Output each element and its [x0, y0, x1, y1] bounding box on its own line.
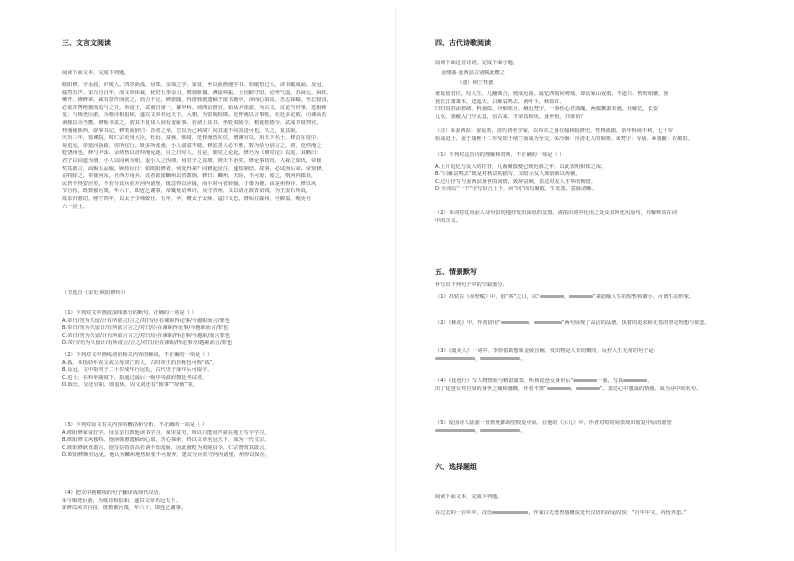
question-1-option-b[interactable]: B.帝曰/勿为久留计/有所欲言言之/对曰/臣在谏职得论事/今越职而言/罪也: [62, 325, 229, 332]
question-6-stem: （2）本词对仗用前人诗句恰切地抒发出深厚的友情。请指出词中化用之处及其所化用原句，并解释其在词: [435, 210, 677, 216]
dictation-5: （5）爱国诗人陆游一直到死都渴望收复中原，在他的《示儿》中，作者对短时间表现出收复中原的愿望 ， 。: [435, 420, 672, 434]
passage-line: 君子以同道为朋，小人以同利为朋。退小人之伪朋，用君子之真朋，则天下治矣。修论事切直，人视之如仇，帝独: [62, 157, 322, 164]
poem-line: 儿女。裘敝入门空太息，信古来、才命真相负。身世恨，共谁语？: [435, 113, 586, 120]
question-6-stem-cont: 中的含义。: [435, 217, 461, 224]
question-4: [62, 490, 387, 513]
blank-input[interactable]: [480, 357, 520, 360]
question-4-item-1: ①与梅尧臣游，为歌诗相倡和，遂以文章名冠天下。: [62, 497, 181, 504]
question-2-option-d[interactable]: D.致仕，交还官职，即退休。周文词还有“致事”“辞致”等。: [62, 382, 198, 389]
question-5-option-c[interactable]: C.过片抒写与姜西溟身世的同情，致辞哀婉，表达对友人才华的惋惜。: [435, 178, 596, 185]
blank-input[interactable]: [435, 429, 475, 432]
passage-line: 节自持，既数被污蔑，年六十，即连乞谢事，帝辄优诏弗许。及守青州，又以请止散青苗钱，为王安石所诋，: [62, 188, 312, 195]
passage-text: [62, 82, 387, 211]
question-2-option-b[interactable]: B.及冠，文中指男子二十岁成年行冠礼，古代男子成年后可取字。: [62, 367, 213, 374]
question-6: [435, 210, 780, 225]
passage-line: 贬饶州也，修与尹洙、余靖皆以直仲淹见逐，目之曰党人。自是，朋党之论起，修乃为《朋党论》以进。其略曰：: [62, 150, 322, 157]
passage-line: 庆历三年，知谏院。时仁宗更用大臣，杜衍、富弼、韩琦、范仲淹皆在位，增谏官员，用天下名士，修首在选中。: [62, 135, 322, 142]
blank-input[interactable]: [623, 379, 647, 382]
section6-title: 六、选择题组: [435, 463, 477, 471]
blank-input[interactable]: [569, 295, 593, 298]
dictation-1: （1）苏轼在《赤壁赋》中，借“客”之口，以“ ， ”来隐喻人生的短暂和渺小，可谓生动形象。: [435, 294, 695, 300]
passage-line: 仲淹使陕西，辟掌书记。修笑而辞曰：昔者之举，岂以为己利哉？同其退不同其进可也。久之，复其职。: [62, 127, 301, 134]
blank-input[interactable]: [547, 387, 571, 390]
poem-note-line: 始成进士，姜于康熙十二年受知于纳兰而成为至交。②冷烟：冷清无人的烟雾。③梵宇：寺庙。④裘敝：衣破旧。: [435, 135, 693, 142]
dictation-2: （2）《桃花》中，作者借用“ ， ”两句展现了高洁的品德，执着的追求和无畏的坚定理想与依恋。: [435, 320, 710, 326]
question-2-option-c[interactable]: C.进士，在科举制度下，指通过最后一级中央政府朝廷考试者。: [62, 374, 208, 381]
question-4-stem: （4）把文中画横线的句子翻译成现代汉语。: [62, 490, 164, 496]
passage-line: 柳开、穆修辈，咸有意作而张之，而力不足。修游随，得唐韩愈遗稿于废书簏中，读而心慕焉。苦志探赜，至忘寝食，: [62, 97, 332, 104]
dictation-instruction: 补写出下列句子中的空缺部分。: [435, 282, 508, 288]
passage-line: 必欲并辔绝驰而追与之并。举进士，试南宫第一，擢甲科。调西京推官。始从尹洙游，为古文，议论当世事，迭相师: [62, 104, 327, 111]
question-2: [62, 352, 387, 390]
question-2-stem: （2）下列对文中画线词语相关内容的解说，不正确的一项是（ ）: [62, 352, 213, 358]
section3-title: 三、文言文阅读: [62, 39, 111, 47]
question-3-option-c[interactable]: C.欧阳修耿直敢言。他写信指责高若讷不知羞耻，因此被贬为夷陵县令，仁宗赞赏其敢言。: [62, 444, 270, 451]
blank-input[interactable]: [435, 357, 475, 360]
blank-input[interactable]: [534, 321, 562, 324]
poem-author: （清）纳兰性德: [457, 80, 494, 86]
poem-note-line: （注）①姜西溟：姜宸英，清代初名学家，以布衣之身在翰林院修史，性格孤傲，常年科场不利，七十岁: [435, 128, 674, 134]
selection-first-line: 在过去的一百年中，汉语 。作家白先勇曾感慨说近代汉语的命运时说：“百年中文，内忧外患。”: [435, 510, 687, 516]
dictation-3: （3）《虞美人》一词中，李煜借助想象金陵宫阙，发出物是人非的慨叹，反衬人生无常的句子是： ， 。: [435, 348, 659, 362]
question-5-option-a[interactable]: A.上片追忆与友人的往昔，几番聚散便已到迟暮之年，以此表明相知之深。: [435, 163, 607, 170]
question-3-option-b[interactable]: B.欧阳修文风独特。他读韩愈遗稿而心慕，苦心探索，终以文章名冠天下，成为一代文宗。: [62, 437, 270, 444]
blank-input[interactable]: [576, 387, 600, 390]
question-1-option-d[interactable]: D.帝曰/勿为久留计/有所欲言/言之/对曰/臣在谏职/得论事今/越职而言/罪也: [62, 340, 233, 347]
passage-line: 故求归愈切。熙宁四年，以太子少师致仕。五年，卒，赠太子太师，谥曰文忠。修始在滁州，号醉翁，晚更号: [62, 195, 312, 202]
left-column: [0, 0, 395, 561]
question-5-option-b[interactable]: B.“白雁哀鸣去”既是对秋景的描写，又暗示友人离别难以再聚。: [435, 171, 581, 178]
blank-input[interactable]: [492, 511, 528, 514]
question-4-item-2: ②修以风节自持，既数被污蔑，年六十，即连乞谢事。: [62, 505, 186, 512]
dictation-4: （4）《琵琶行》写人物情状与精湛演奏，听到琵琶女身世后“ 一曲，写真 ， 出了琵琶女对自身的身世之痛和感慨，作者不禁“ ， ”。表达心中激荡的情感，成为诗中的名句。: [435, 378, 702, 392]
section4-title: 四、古代诗歌阅读: [435, 39, 491, 47]
poem-title: 金缕曲·姜西溟言别赋此赠之: [441, 70, 505, 76]
question-1-option-c[interactable]: C.帝曰/勿为久留/计有所欲言言之/对曰/臣在谏职/得论事/今越职/而言罪也: [62, 332, 230, 339]
poem-notes: [435, 128, 775, 143]
passage-source: （节选自《宋史·欧阳修传》）: [62, 290, 129, 296]
question-3: [62, 422, 387, 460]
question-3-stem: （3）下列对原文有关内容的概括和分析，不正确的一项是（ ）: [62, 422, 208, 428]
passage-instruction: 阅读下面文本，完成下列题。: [62, 70, 130, 76]
poem-line: 曰归因甚添愁绪。料强似、冷烟寒月，栖迟梵宇。一事伤心君落魄，两鬓飘萧未遇。有解忆、长安: [435, 106, 659, 113]
question-5-stem: （1）下列对这首诗的理解和赏析，不正确的一项是（ ）: [435, 152, 565, 158]
column-divider: [395, 8, 396, 553]
passage-line: 奖其敢言，面赐五品服。顾侍臣曰：如欧阳修者，何处得来？同修起居注，遂知制诰。故事，必试而后命，帝知修，: [62, 165, 327, 172]
question-1: [62, 310, 387, 348]
passage-line: 欧阳修，字永叔，庐陵人。四岁而孤，母郑，亲诲之学，家贫，至以荻画地学书。幼敏悟过人，读书辄成诵。及冠，: [62, 82, 327, 88]
question-2-option-a[interactable]: A.孤，本指幼年丧父或父母双亡的人，古时帝王的自称也可称“孤”。: [62, 359, 218, 366]
poem-line: 谁复留君住。叹人生、几翻离合，便成迟暮。最忆西窗同剪烛，却话家山夜雨。不道只、暂时相聚。衮: [435, 91, 669, 97]
passage-line: 诏特除之。奉使河东。自西方用兵，议者欲废麟州以省馈饷。修曰：麟州，天险，不可废；废之，则河内郡县，: [62, 173, 317, 180]
question-1-stem: （1）下列对文中画波浪线部分的断句，正确的一项是（ ）: [62, 310, 197, 316]
right-column: [397, 0, 794, 561]
poem-line: 衮长江萧萧木，送遥天、白雁哀鸣去。黄叶下，秋如许。: [435, 98, 565, 105]
blank-input[interactable]: [573, 379, 597, 382]
passage-line: 友；与梅尧臣游，为歌诗相倡和，遂以文章名冠天下。入朝，为馆阁校勘。范仲淹以言事贬，在廷多论救，司谏高若: [62, 112, 327, 119]
passage-line: 民皆不得安居矣。不若分其兵驻并河内诸堡，缓急得以应援，而平时可省转输，于策为便。由是州得存。修以风: [62, 180, 317, 187]
question-3-option-d[interactable]: D.欧阳修颇有远见。他认为麟州地势险要不可废弃，建议分兵驻守河内诸堡，州得以保存。: [62, 452, 270, 459]
question-5-option-d[interactable]: D.全词以“一个”字写恰合上下，回“问”而有聚散、生发怨，意脉清晰。: [435, 186, 597, 193]
poem-instruction: 阅读下面这首诗词，完成下面小题。: [435, 60, 519, 66]
blank-input[interactable]: [540, 295, 564, 298]
passage-line: 嶷然有声。宋兴且百年，而文章体裁，犹仍五季余习。锼刻骈偶，淟涊弗振，士因陋守旧，论卑气弱。苏舜元、舜钦、: [62, 89, 332, 96]
question-3-option-a[interactable]: A.欧阳修家贫好学。母亲亲自教他读书学习，家里贫穷，所以只能用芦荻在地上写字学习。: [62, 429, 270, 436]
section5-title: 五、情景默写: [435, 268, 477, 276]
passage-line: 每进见，帝延问执政，咨所宜行。既多所张弛，小人翕翕不便。修虑善人必不胜，数为帝分别言之。初，范仲淹之: [62, 142, 322, 149]
poem-text: [435, 91, 775, 121]
passage-line: 六一居士。: [62, 203, 88, 210]
question-5: [435, 152, 775, 194]
blank-input[interactable]: [480, 429, 520, 432]
blank-input[interactable]: [501, 321, 529, 324]
question-1-option-a[interactable]: A.帝曰/勿为久留/计有所欲言/言之/对曰/臣在谏职得论事/今越职而言/罪也: [62, 317, 230, 324]
selection-instruction: 阅读下面文本，完成下列题。: [435, 494, 503, 500]
passage-line: 讷独以为当黜。修贻书责之，谓其不复知人间有羞耻事。若讷上其书，坐贬夷陵令，稍徙乾德令、武成节度判官。: [62, 119, 322, 126]
